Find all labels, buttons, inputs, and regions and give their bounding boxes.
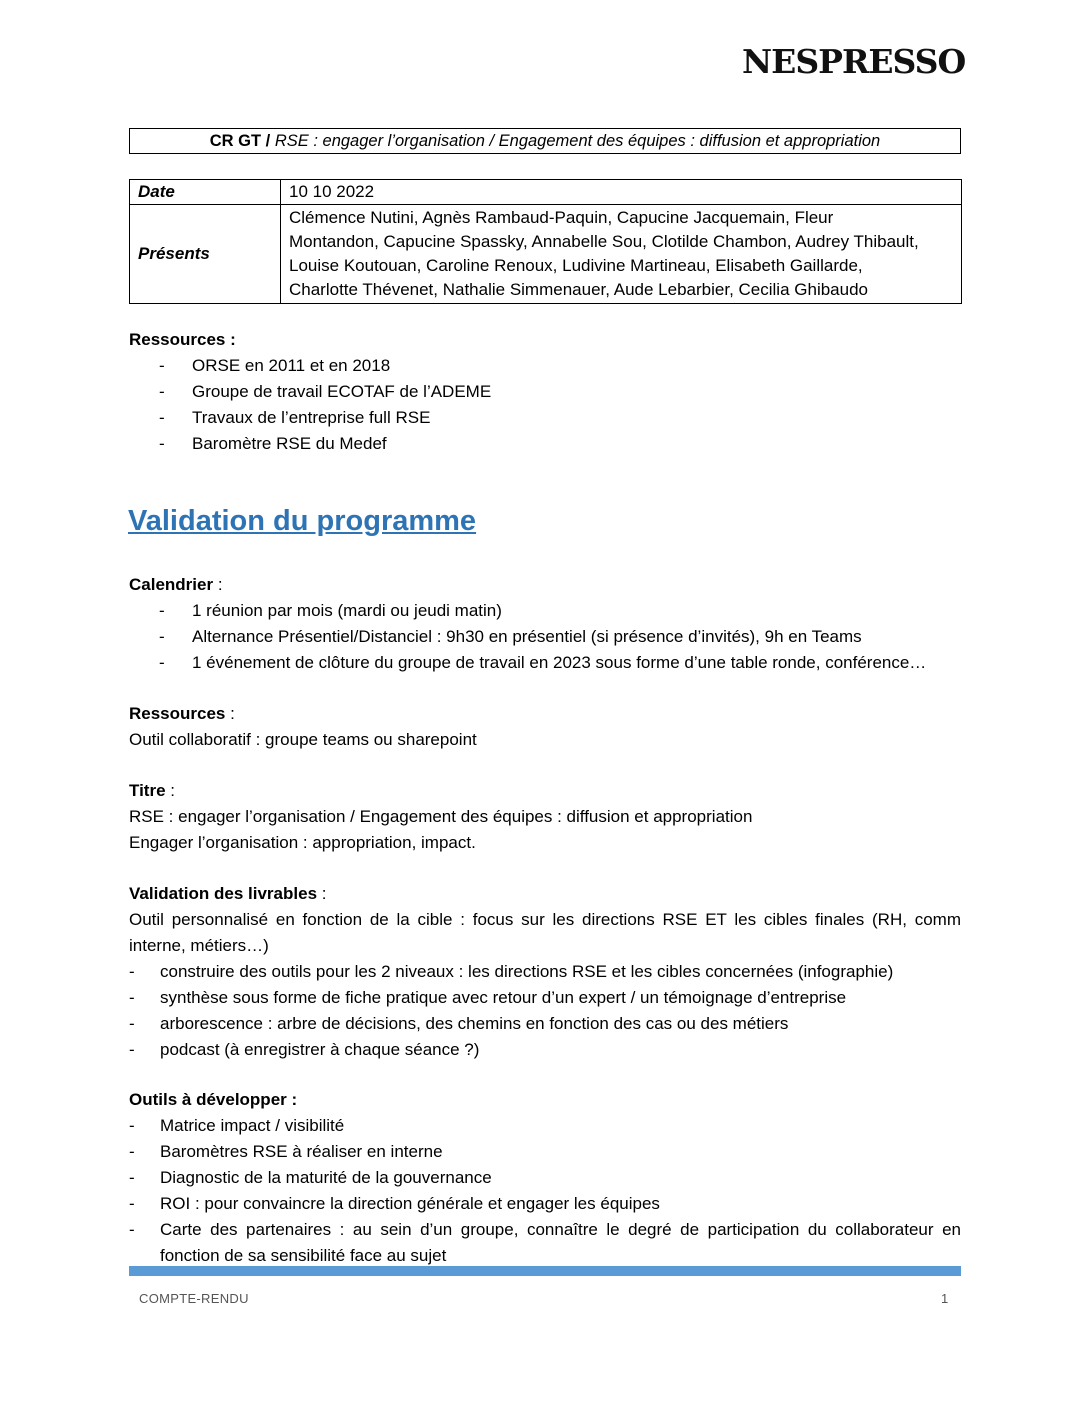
- presents-row: [130, 205, 962, 304]
- list-item: - Diagnostic de la maturité de la gouvernance: [129, 1168, 492, 1187]
- presents-label: Présents: [130, 205, 281, 304]
- outils-section: [129, 1087, 961, 1269]
- presents-line: Charlotte Thévenet, Nathalie Simmenauer, Aude Lebarbier, Cecilia Ghibaudo: [289, 280, 868, 299]
- titre-heading: Titre: [129, 781, 166, 800]
- ressources-heading: Ressources :: [129, 330, 236, 349]
- ressources-outil-section: Ressources : Outil collaboratif : groupe teams ou sharepoint: [129, 701, 961, 753]
- ressources2-heading: Ressources: [129, 704, 226, 723]
- list-item: - Baromètre RSE du Medef: [159, 434, 387, 453]
- footer-divider: [129, 1266, 961, 1276]
- titre-line: RSE : engager l’organisation / Engagement des équipes : diffusion et appropriation: [129, 807, 753, 826]
- livrables-intro: Outil personnalisé en fonction de la cible : focus sur les directions RSE ET les cibles finales (RH, comm interne, métiers…): [129, 910, 961, 955]
- list-item: - Travaux de l’entreprise full RSE: [159, 408, 431, 427]
- footer-label: COMPTE-RENDU: [139, 1291, 249, 1306]
- presents-line: Clémence Nutini, Agnès Rambaud-Paquin, Capucine Jacquemain, Fleur: [289, 208, 834, 227]
- titre-section: Titre : RSE : engager l’organisation / Engagement des équipes : diffusion et appropriation Engager l’organisation : appropriation, impact.: [129, 778, 961, 856]
- list-item: - Alternance Présentiel/Distanciel : 9h30 en présentiel (si présence d’invités), 9h en Teams: [159, 627, 862, 646]
- title-prefix: CR GT /: [209, 132, 275, 150]
- page-number: 1: [941, 1291, 949, 1306]
- list-item: - construire des outils pour les 2 niveaux : les directions RSE et les cibles concernées (infographie): [129, 962, 894, 981]
- titre-line: Engager l’organisation : appropriation, impact.: [129, 833, 476, 852]
- meta-table: [129, 179, 962, 304]
- list-item: - podcast (à enregistrer à chaque séance ?): [129, 1040, 480, 1059]
- list-item: - arborescence : arbre de décisions, des chemins en fonction des cas ou des métiers: [129, 1014, 789, 1033]
- list-item: - synthèse sous forme de fiche pratique avec retour d’un expert / un témoignage d’entreprise: [129, 988, 847, 1007]
- presents-line: Montandon, Capucine Spassky, Annabelle Sou, Clotilde Chambon, Audrey Thibault,: [289, 232, 919, 251]
- list-item: - Baromètres RSE à réaliser en interne: [129, 1142, 443, 1161]
- presents-list: [281, 205, 962, 304]
- list-item: - Matrice impact / visibilité: [129, 1116, 345, 1135]
- title-text: RSE : engager l’organisation / Engagement des équipes : diffusion et appropriation: [274, 132, 881, 150]
- document-title-box: [129, 128, 961, 154]
- list-item: - 1 réunion par mois (mardi ou jeudi matin): [159, 601, 502, 620]
- presents-line: Louise Koutouan, Caroline Renoux, Ludivine Martineau, Elisabeth Gaillarde,: [289, 256, 863, 275]
- date-label: Date: [130, 180, 281, 205]
- calendrier-section: Calendrier : - 1 réunion par mois (mardi ou jeudi matin) - Alternance Présentiel/Distanciel : 9h30 en présentiel (si présence d’invités), 9h en Teams - 1 événement de clôture du groupe de travail en 2023 sous forme d’une table ronde, conférence…: [129, 572, 961, 676]
- list-item: - Groupe de travail ECOTAF de l’ADEME: [159, 382, 492, 401]
- date-value: 10 10 2022: [281, 180, 962, 205]
- list-item: - 1 événement de clôture du groupe de travail en 2023 sous forme d’une table ronde, conférence…: [159, 653, 927, 672]
- list-item: - ORSE en 2011 et en 2018: [159, 356, 391, 375]
- ressources-section: [129, 327, 961, 457]
- list-item: - Carte des partenaires : au sein d’un groupe, connaître le degré de participation du collaborateur en fonction de sa sensibilité face au sujet: [129, 1220, 961, 1265]
- ressources2-text: Outil collaboratif : groupe teams ou sharepoint: [129, 730, 477, 749]
- section-heading: Validation du programme: [128, 505, 477, 537]
- company-logo: NESPRESSO: [742, 42, 966, 81]
- date-row: [130, 180, 962, 205]
- outils-heading: Outils à développer :: [129, 1090, 298, 1109]
- livrables-section: Validation des livrables : Outil personnalisé en fonction de la cible : focus sur les directions RSE ET les cibles finales (RH, comm interne, métiers…) - construire des outils pour les 2 niveaux : les directions RSE et les cibles concernées (infographie) - synthèse sous forme de fiche pratique avec retour d’un expert / un témoignage d’entreprise - arborescence : arbre de décisions, des chemins en fonction des cas ou des métiers - podcast (à enregistrer à chaque séance ?): [129, 881, 961, 1063]
- list-item: - ROI : pour convaincre la direction générale et engager les équipes: [129, 1194, 660, 1213]
- livrables-heading: Validation des livrables: [129, 884, 318, 903]
- calendrier-heading: Calendrier: [129, 575, 214, 594]
